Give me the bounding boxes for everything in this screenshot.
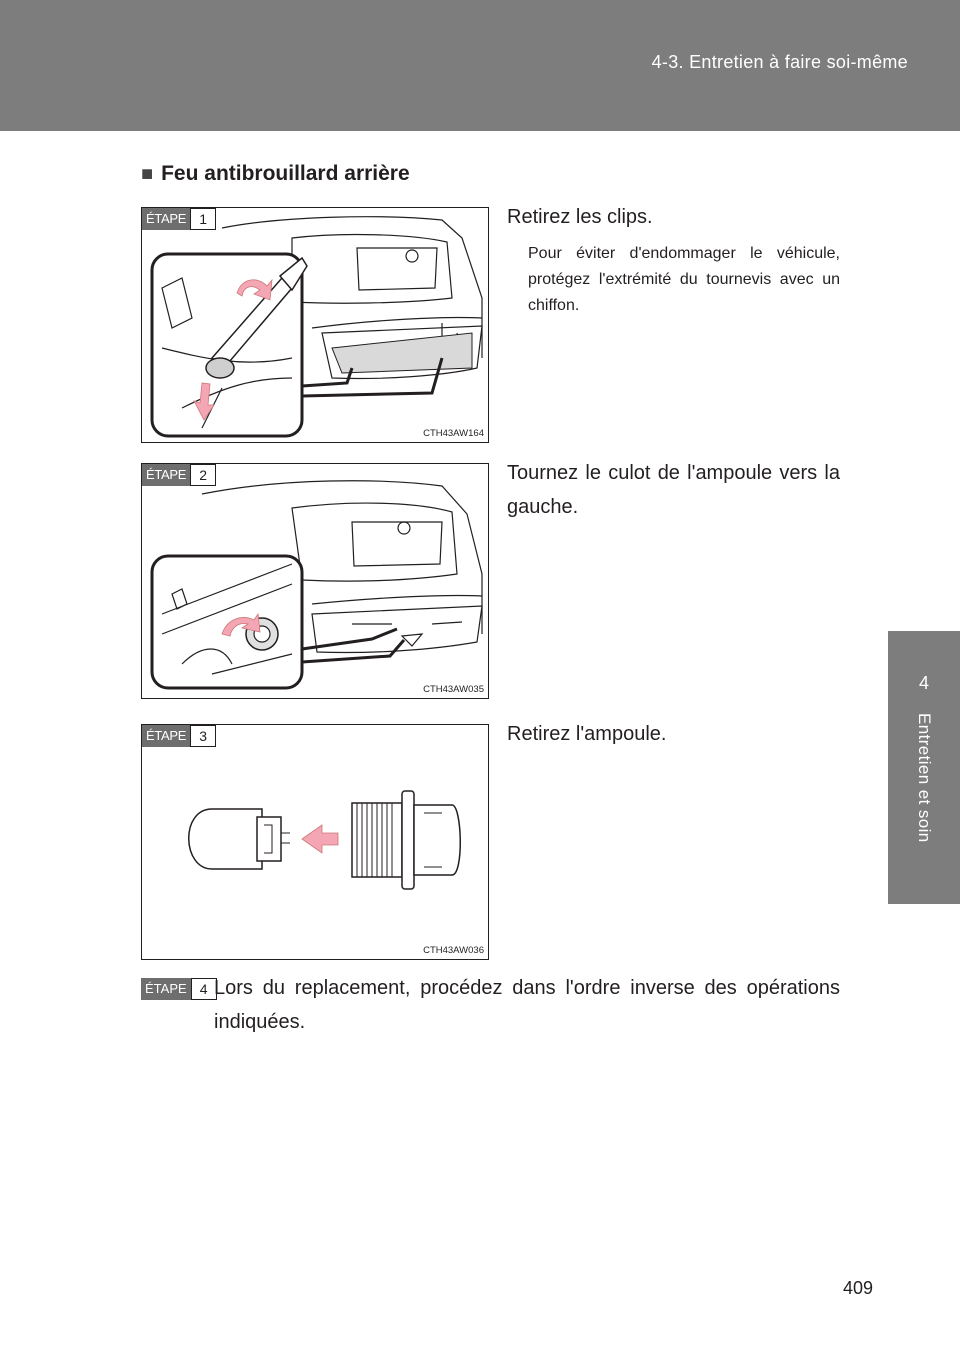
step-badge-label: ÉTAPE <box>142 464 190 486</box>
chapter-number: 4 <box>918 673 929 693</box>
step-badge-label: ÉTAPE <box>142 725 190 747</box>
figure-code: CTH43AW035 <box>423 684 484 695</box>
step-2-badge <box>142 464 216 486</box>
step-1-note: Pour éviter d'endommager le véhicule, protégez l'extrémité du tournevis avec un chiffon. <box>528 245 840 314</box>
chapter-title: Entretien et soin <box>915 713 934 843</box>
step-badge-number: 1 <box>190 208 216 230</box>
step-badge-label: ÉTAPE <box>142 208 190 230</box>
step-3-text: Retirez l'ampoule. <box>507 723 667 745</box>
section-title-text: Feu antibrouillard arrière <box>161 162 410 185</box>
rear-bumper-clip-illustration <box>142 208 488 442</box>
step-3-badge <box>142 725 216 747</box>
figure-code: CTH43AW036 <box>423 945 484 956</box>
figure-code: CTH43AW164 <box>423 428 484 439</box>
step-1-text: Retirez les clips. <box>507 206 653 228</box>
step-badge-number: 3 <box>190 725 216 747</box>
step-2-figure <box>141 463 489 699</box>
bulb-socket-turn-illustration <box>142 464 488 698</box>
chapter-side-tab[interactable] <box>888 631 960 904</box>
header-section-title: 4-3. Entretien à faire soi-même <box>651 52 908 72</box>
bulb-removal-illustration <box>142 725 488 959</box>
step-badge-label: ÉTAPE <box>141 978 191 1000</box>
step-1-figure <box>141 207 489 443</box>
step-4-text: Lors du replacement, procédez dans l'ordre inverse des opérations indiquées. <box>214 977 840 1033</box>
page-number: 409 <box>843 1278 874 1298</box>
section-title <box>141 162 410 186</box>
section-bullet: ■ <box>141 163 154 185</box>
header-band <box>0 0 960 131</box>
step-1-badge <box>142 208 216 230</box>
step-3-figure <box>141 724 489 960</box>
step-badge-number: 4 <box>191 978 217 1000</box>
step-4-badge <box>141 978 217 1000</box>
step-2-text: Tournez le culot de l'ampoule vers la gauche. <box>507 462 840 518</box>
step-badge-number: 2 <box>190 464 216 486</box>
